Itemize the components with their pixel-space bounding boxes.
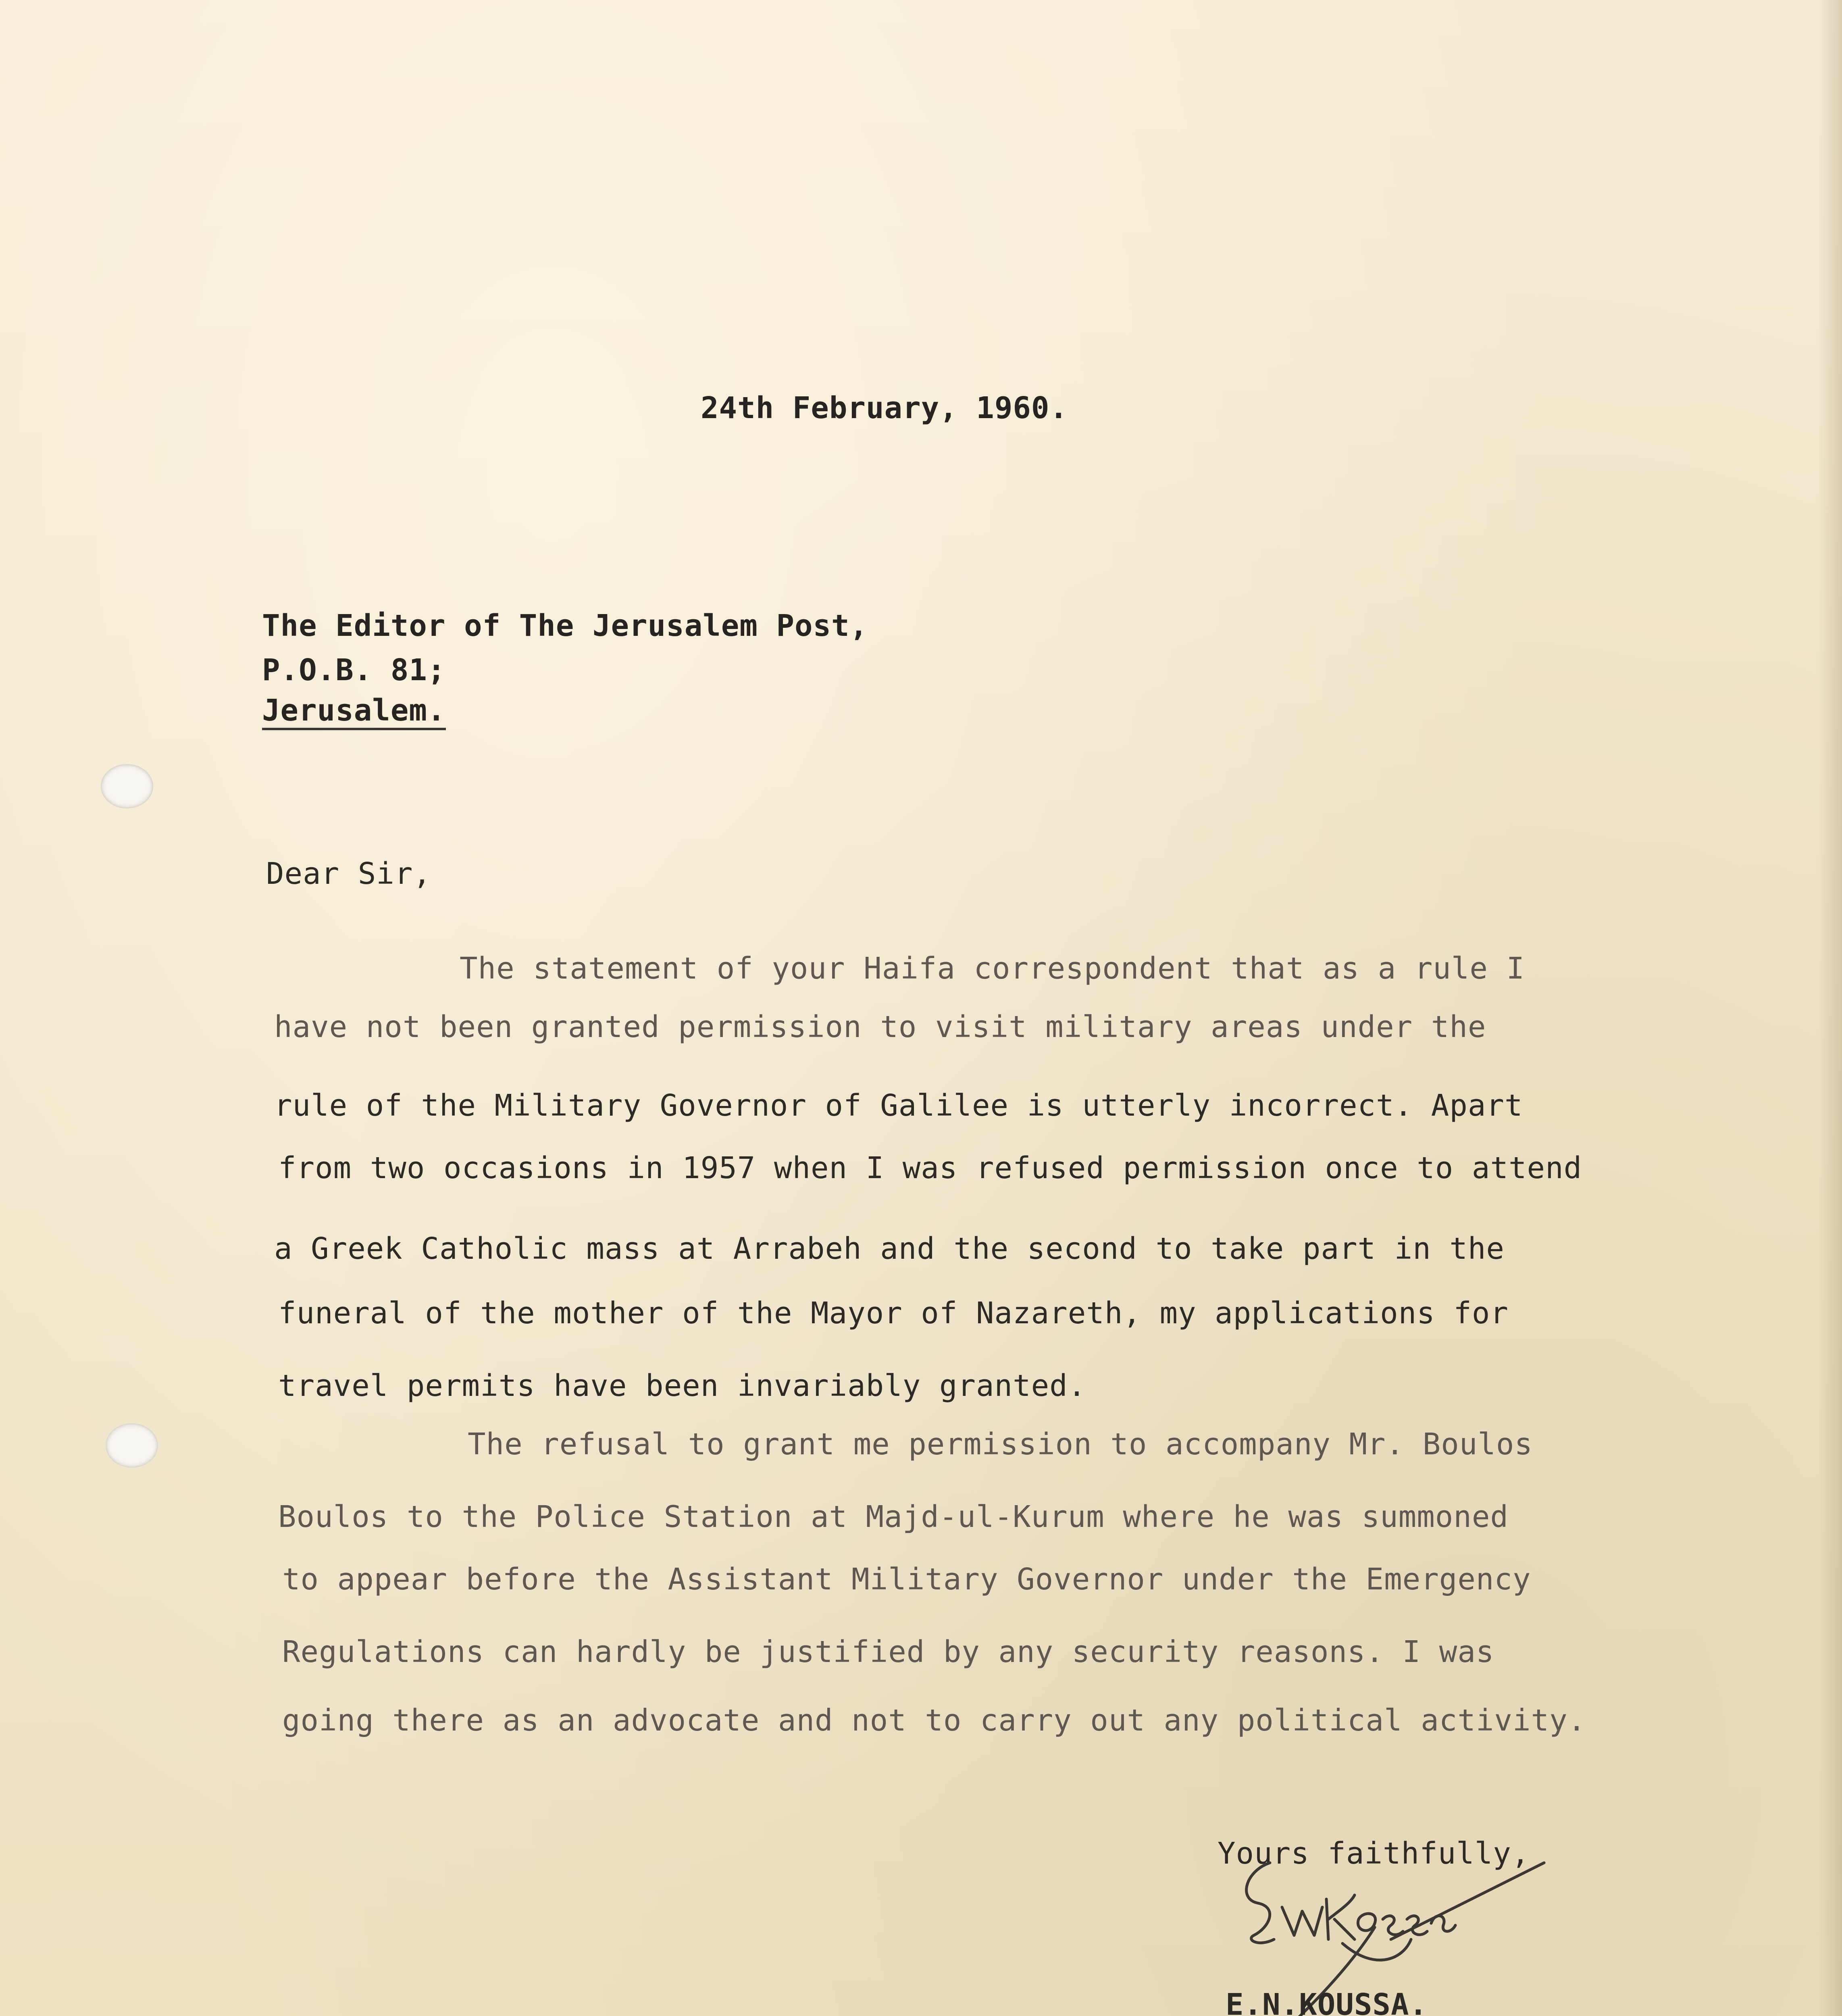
body-line-9: Boulos to the Police Station at Majd-ul-Kurum where he was summoned: [278, 1500, 1509, 1534]
recipient-line-1: The Editor of The Jerusalem Post,: [262, 608, 868, 643]
paper-edge-shadow: [1818, 0, 1842, 2016]
body-line-1: The statement of your Haifa correspondent that as a rule I: [460, 951, 1525, 986]
letter-date: 24th February, 1960.: [701, 391, 1068, 425]
signatory-name: E.N.KOUSSA.: [1226, 1990, 1428, 2016]
body-line-7: travel permits have been invariably granted.: [278, 1368, 1086, 1403]
punch-hole-bottom: [106, 1423, 158, 1468]
punch-hole-top: [101, 764, 153, 808]
body-line-10: to appear before the Assistant Military Governor under the Emergency: [282, 1562, 1531, 1597]
recipient-line-3: Jerusalem.: [262, 696, 446, 730]
body-line-11: Regulations can hardly be justified by any security reasons. I was: [282, 1635, 1494, 1669]
body-line-2: have not been granted permission to visit military areas under the: [274, 1010, 1486, 1044]
body-line-5: a Greek Catholic mass at Arrabeh and the second to take part in the: [274, 1231, 1505, 1266]
body-line-3: rule of the Military Governor of Galilee is utterly incorrect. Apart: [274, 1088, 1523, 1123]
salutation: Dear Sir,: [266, 856, 431, 891]
closing: Yours faithfully,: [1218, 1836, 1530, 1871]
body-line-4: from two occasions in 1957 when I was refused permission once to attend: [278, 1151, 1582, 1185]
recipient-line-2: P.O.B. 81;: [262, 653, 446, 687]
body-line-12: going there as an advocate and not to carry out any political activity.: [282, 1703, 1586, 1738]
body-line-6: funeral of the mother of the Mayor of Nazareth, my applications for: [278, 1296, 1509, 1331]
body-line-8: The refusal to grant me permission to accompany Mr. Boulos: [468, 1427, 1533, 1462]
